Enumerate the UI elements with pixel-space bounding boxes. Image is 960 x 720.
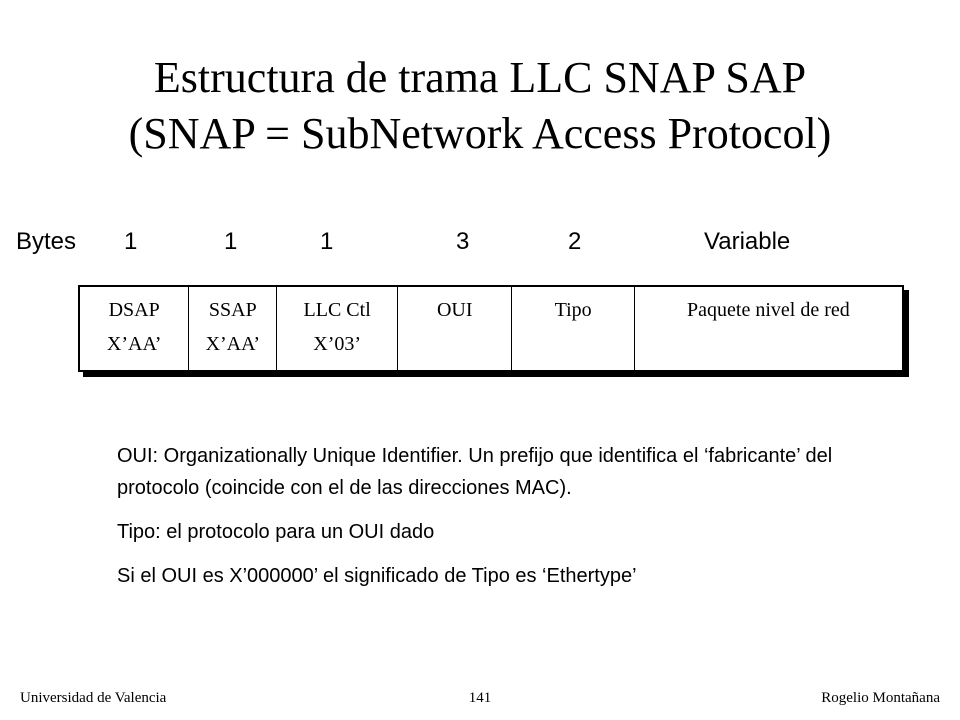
field-ssap-value: X’AA’	[205, 333, 261, 355]
notes	[117, 440, 837, 604]
bytes-row	[0, 228, 960, 262]
bytes-size-llc-ctl: 1	[320, 228, 334, 255]
field-tipo-name: Tipo	[554, 299, 592, 321]
field-llc-ctl-name: LLC Ctl	[303, 299, 371, 321]
bytes-label: Bytes	[16, 228, 77, 255]
field-payload-name: Paquete nivel de red	[687, 299, 850, 321]
bytes-size-tipo: 2	[568, 228, 582, 255]
bytes-size-ssap: 1	[224, 228, 238, 255]
footer-page-number: 141	[468, 690, 492, 706]
field-dsap-name: DSAP	[108, 299, 160, 321]
field-dsap	[79, 286, 189, 371]
slide-title	[0, 50, 960, 162]
frame-structure-table	[78, 285, 904, 372]
field-dsap-value: X’AA’	[106, 333, 162, 355]
note-ethertype: Si el OUI es X’000000’ el significado de Tipo es ‘Ethertype’	[117, 565, 637, 587]
field-payload	[634, 286, 903, 371]
footer-institution: Universidad de Valencia	[20, 690, 167, 706]
footer-author: Rogelio Montañana	[821, 690, 940, 706]
note-oui: OUI: Organizationally Unique Identifier. Un prefijo que identifica el ‘fabricante’ del protocolo (coincide con el de las direcciones MAC).	[117, 445, 833, 499]
bytes-size-dsap: 1	[124, 228, 138, 255]
field-ssap	[189, 286, 277, 371]
field-tipo	[512, 286, 634, 371]
note-tipo: Tipo: el protocolo para un OUI dado	[117, 521, 435, 543]
field-llc-ctl	[277, 286, 398, 371]
field-oui-name: OUI	[436, 299, 473, 321]
field-ssap-name: SSAP	[208, 299, 257, 321]
bytes-size-payload: Variable	[704, 228, 791, 255]
title-line-1: Estructura de trama LLC SNAP SAP	[153, 53, 807, 102]
bytes-size-oui: 3	[456, 228, 470, 255]
field-oui	[398, 286, 512, 371]
field-llc-ctl-value: X’03’	[313, 333, 362, 355]
frame-row	[79, 286, 903, 371]
title-line-2: (SNAP = SubNetwork Access Protocol)	[128, 109, 832, 158]
